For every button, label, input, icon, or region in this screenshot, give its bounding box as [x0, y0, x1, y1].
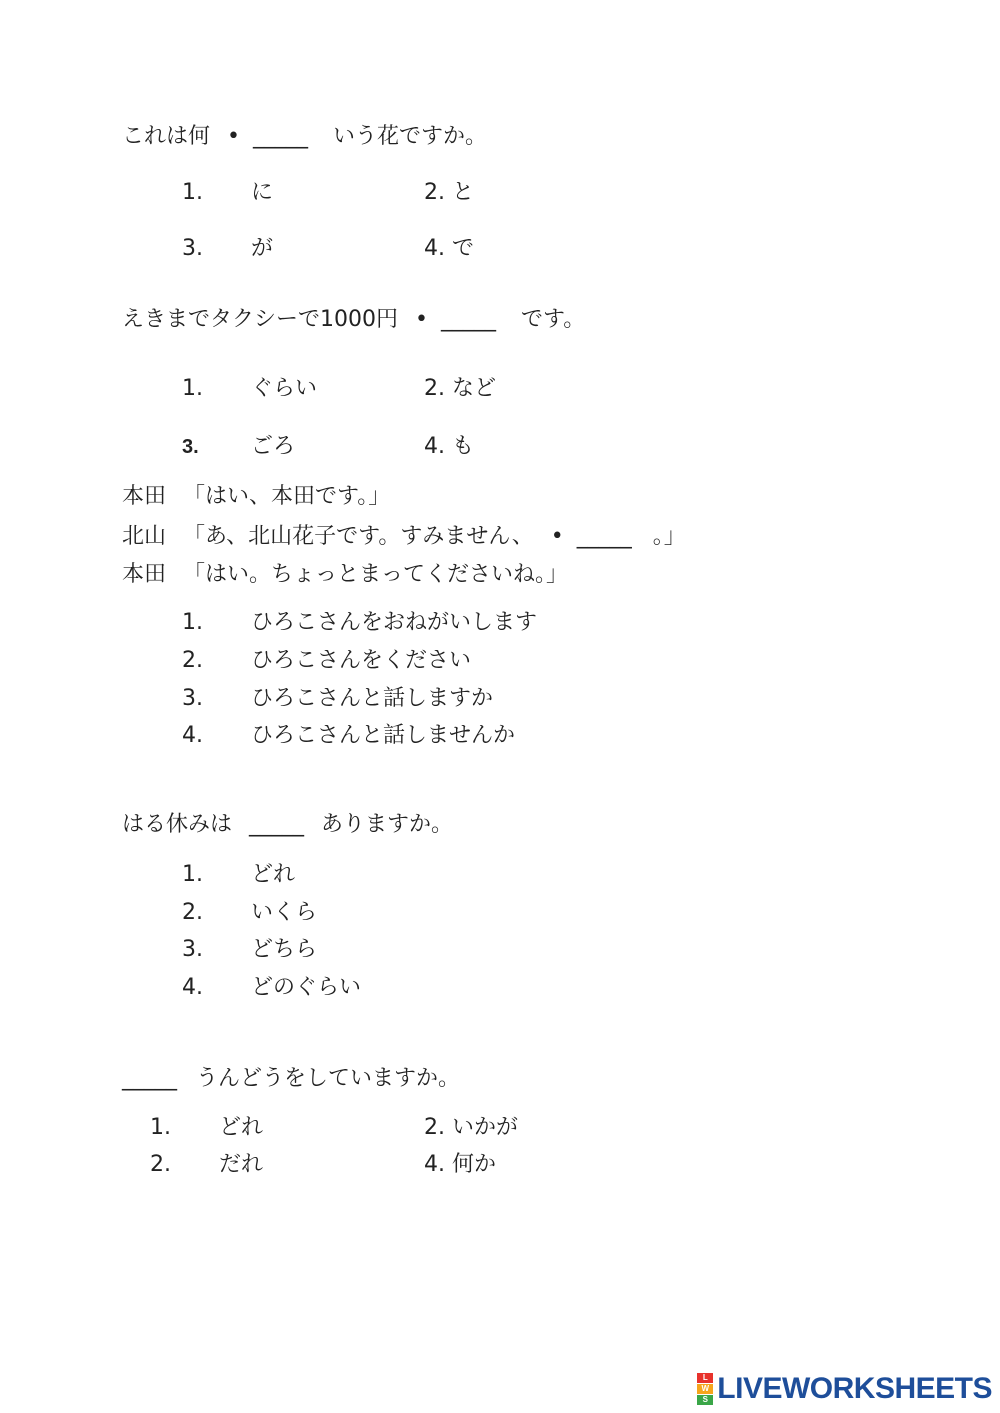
stem-text: です。 [520, 307, 586, 332]
option-number: 1. [182, 180, 203, 205]
question-5-stem [122, 1064, 460, 1094]
option-text: どのぐらい [251, 975, 362, 1000]
speaker-name: 本田 [122, 562, 167, 587]
option-number: 4. [424, 1152, 445, 1177]
q1-option-1[interactable] [182, 178, 273, 208]
q5-option-4[interactable] [424, 1150, 496, 1180]
liveworksheets-logo [697, 1371, 992, 1407]
answer-blank[interactable]: _____ [253, 124, 308, 149]
dialogue-line-1 [122, 482, 390, 512]
q4-option-1[interactable] [182, 860, 295, 890]
option-text: だれ [219, 1152, 264, 1177]
stem-text: いう花ですか。 [333, 124, 488, 149]
dialogue-line-3 [122, 560, 568, 590]
dialogue-text: 「はい、本田です。」 [183, 484, 391, 509]
option-number: 2. [424, 1115, 445, 1140]
option-text: も [452, 434, 475, 459]
answer-blank[interactable]: _____ [122, 1066, 177, 1091]
dialogue-text: 。」 [652, 524, 686, 549]
q2-option-3[interactable] [182, 432, 295, 462]
q4-option-3[interactable] [182, 935, 317, 965]
dialogue-text: 「はい。ちょっとまってくださいね。」 [183, 562, 569, 587]
answer-blank[interactable]: _____ [249, 812, 305, 837]
option-number: 1. [182, 610, 203, 635]
option-number: 3. [182, 686, 203, 711]
question-4-stem [122, 810, 453, 840]
logo-badge-letter: L [697, 1373, 713, 1383]
option-number: 3. [182, 436, 199, 458]
option-text: ひろこさんをおねがいします [251, 610, 538, 635]
q2-option-2[interactable] [424, 374, 496, 404]
option-number: 2. [150, 1152, 171, 1177]
q1-option-2[interactable] [424, 178, 474, 208]
logo-badge-letter: S [697, 1395, 713, 1405]
option-text: に [251, 180, 274, 205]
option-number: 2. [182, 648, 203, 673]
bullet: • [227, 124, 240, 149]
option-number: 1. [182, 862, 203, 887]
option-number: 4. [182, 975, 203, 1000]
stem-text: これは何 [122, 124, 211, 149]
q2-option-4[interactable] [424, 432, 474, 462]
q1-option-3[interactable] [182, 234, 273, 264]
option-number: 4. [424, 236, 445, 261]
logo-text: LIVEWORKSHEETS [717, 1372, 992, 1405]
option-text: ひろこさんと話しませんか [251, 723, 516, 748]
stem-text: ありますか。 [321, 812, 454, 837]
option-number: 4. [182, 723, 203, 748]
q1-option-4[interactable] [424, 234, 474, 264]
question-1-stem [122, 122, 487, 152]
q4-option-2[interactable] [182, 898, 317, 928]
q5-option-3[interactable] [150, 1150, 263, 1180]
q5-option-1[interactable] [150, 1113, 263, 1143]
option-number: 2. [424, 180, 445, 205]
logo-badge-icon [697, 1373, 713, 1405]
stem-text: えきまでタクシーで1000円 [122, 307, 398, 332]
speaker-name: 北山 [122, 524, 167, 549]
option-number: 1. [150, 1115, 171, 1140]
option-text: 何か [452, 1152, 497, 1177]
option-text: と [452, 180, 475, 205]
dialogue-line-2 [122, 522, 686, 552]
q5-option-2[interactable] [424, 1113, 518, 1143]
option-text: が [251, 236, 274, 261]
q3-option-2[interactable] [182, 646, 471, 676]
option-text: など [452, 376, 497, 401]
option-text: いかが [452, 1115, 519, 1140]
q3-option-1[interactable] [182, 608, 537, 638]
option-text: ひろこさんと話しますか [251, 686, 494, 711]
option-number: 3. [182, 236, 203, 261]
logo-badge-letter: W [697, 1384, 713, 1394]
speaker-name: 本田 [122, 484, 167, 509]
option-number: 2. [182, 900, 203, 925]
option-text: どれ [251, 862, 296, 887]
option-text: ひろこさんをください [251, 648, 472, 673]
answer-blank[interactable]: _____ [440, 307, 496, 332]
option-number: 1. [182, 376, 203, 401]
question-2-stem [122, 305, 585, 335]
q4-option-4[interactable] [182, 973, 361, 1003]
q3-option-3[interactable] [182, 684, 493, 714]
q2-option-1[interactable] [182, 374, 317, 404]
option-number: 2. [424, 376, 445, 401]
q3-option-4[interactable] [182, 721, 515, 751]
option-number: 3. [182, 937, 203, 962]
option-text: どちら [251, 937, 318, 962]
option-text: ごろ [251, 434, 296, 459]
option-number: 4. [424, 434, 445, 459]
option-text: いくら [251, 900, 318, 925]
bullet: • [550, 524, 564, 549]
answer-blank[interactable]: _____ [576, 524, 632, 549]
bullet: • [415, 307, 428, 332]
option-text: で [452, 236, 475, 261]
option-text: どれ [219, 1115, 264, 1140]
stem-text: うんどうをしていますか。 [196, 1066, 461, 1091]
option-text: ぐらい [251, 376, 318, 401]
stem-text: はる休みは [122, 812, 233, 837]
dialogue-text: 「あ、北山花子です。すみません、 [183, 524, 534, 549]
